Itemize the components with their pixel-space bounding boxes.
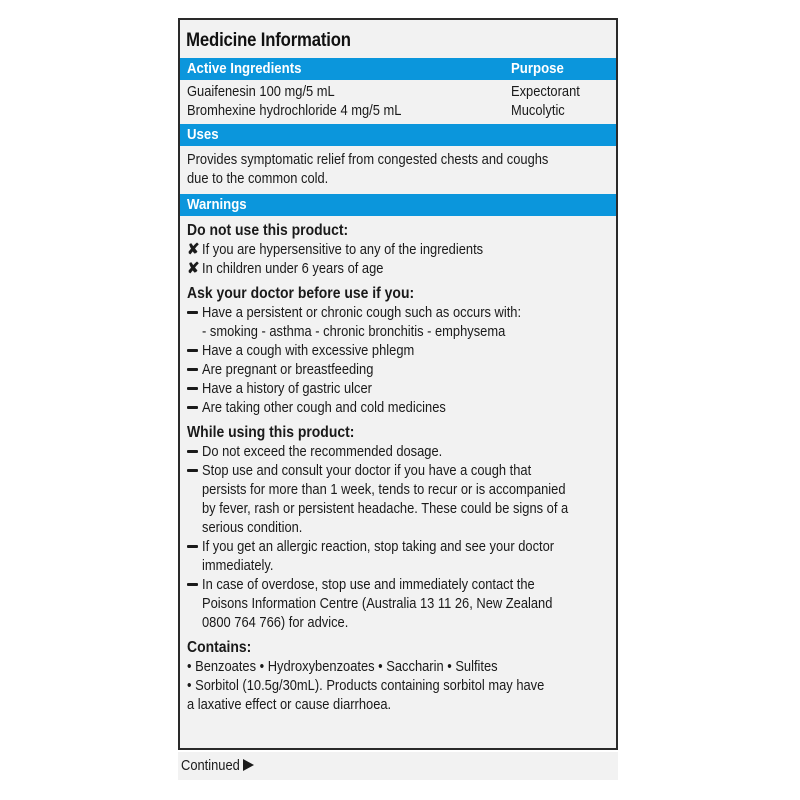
dash-icon	[187, 469, 198, 472]
dash-icon	[187, 311, 198, 314]
uses-header	[180, 124, 616, 146]
medicine-information-panel	[178, 18, 618, 750]
dash-icon	[187, 583, 198, 586]
do-not-use-item: ✘ In children under 6 years of age	[187, 260, 384, 277]
continued-label: Continued	[181, 757, 240, 774]
conditions-sublist: - smoking - asthma - chronic bronchitis - emphysema	[202, 323, 506, 340]
do-not-use-item: ✘ If you are hypersensitive to any of the ingredients	[187, 241, 484, 258]
contains-line: • Benzoates • Hydroxybenzoates • Saccharin • Sulfites	[187, 658, 498, 675]
dash-icon	[187, 545, 198, 548]
cross-icon: ✘	[187, 241, 200, 258]
while-using-item: Stop use and consult your doctor if you have a cough that persists for more than 1 week, tends to recur or is accompanied by fever, rash or persistent headache. These could be signs of a serious condition.	[187, 461, 609, 537]
ask-doctor-item: Are taking other cough and cold medicines	[187, 398, 609, 417]
dash-icon	[187, 368, 198, 371]
panel-title: Medicine Information	[186, 30, 351, 51]
play-arrow-icon	[243, 759, 254, 771]
uses-line: due to the common cold.	[187, 170, 329, 187]
purpose-label: Purpose	[511, 60, 564, 77]
active-ingredients-header	[180, 58, 616, 80]
ingredient-row	[180, 101, 616, 120]
ask-doctor-heading: Ask your doctor before use if you:	[187, 285, 415, 302]
uses-text	[180, 146, 616, 194]
ingredients-list	[180, 80, 616, 124]
dash-icon	[187, 349, 198, 352]
while-using-item: If you get an allergic reaction, stop taking and see your doctor immediately.	[187, 537, 609, 575]
contains-heading: Contains:	[187, 639, 252, 656]
active-ingredients-label: Active Ingredients	[187, 60, 302, 77]
do-not-use-heading: Do not use this product:	[187, 222, 349, 239]
dash-icon	[187, 450, 198, 453]
ingredient-name: Guaifenesin 100 mg/5 mL	[187, 83, 335, 100]
ask-doctor-item: Have a history of gastric ulcer	[187, 379, 609, 398]
contains-line: a laxative effect or cause diarrhoea.	[187, 696, 392, 713]
warnings-label: Warnings	[187, 196, 247, 213]
uses-line: Provides symptomatic relief from congested chests and coughs	[187, 151, 549, 168]
ask-doctor-item: Have a persistent or chronic cough such as occurs with:	[187, 303, 609, 322]
ingredient-row	[180, 82, 616, 101]
while-using-item: Do not exceed the recommended dosage.	[187, 442, 609, 461]
while-using-item: In case of overdose, stop use and immediately contact the Poisons Information Centre (Australia 13 11 26, New Zealand 0800 764 766) for advice.	[187, 575, 609, 632]
ask-doctor-item: Are pregnant or breastfeeding	[187, 360, 609, 379]
ask-doctor-item: Have a cough with excessive phlegm	[187, 341, 609, 360]
cross-icon: ✘	[187, 260, 200, 277]
ingredient-purpose: Expectorant	[511, 83, 580, 100]
uses-label: Uses	[187, 126, 219, 143]
dash-icon	[187, 387, 198, 390]
ingredient-purpose: Mucolytic	[511, 102, 565, 119]
dash-icon	[187, 406, 198, 409]
contains-line: • Sorbitol (10.5g/30mL). Products containing sorbitol may have	[187, 677, 545, 694]
warnings-header	[180, 194, 616, 216]
while-using-heading: While using this product:	[187, 424, 355, 441]
continued-indicator	[178, 752, 618, 780]
ingredient-name: Bromhexine hydrochloride 4 mg/5 mL	[187, 102, 402, 119]
warnings-content	[180, 216, 616, 718]
